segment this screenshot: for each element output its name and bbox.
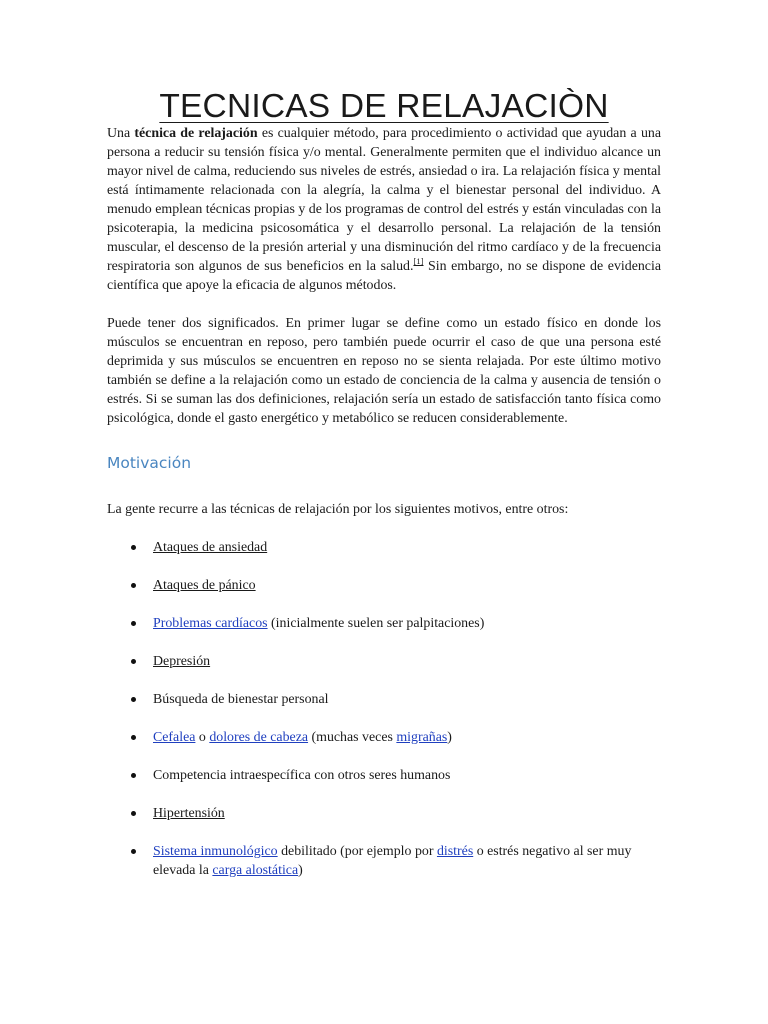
paragraph-intro [107,124,661,295]
bullet-icon [131,583,136,588]
link-distres[interactable]: distrés [436,844,474,859]
paragraph-definitions: Puede tener dos significados. En primer lugar se define como un estado físico en donde los músculos se encuentran en reposo, pero también puede ocurrir el caso de que una persona esté deprimida y sus músculos se encuentren en reposo no se sienta relajada. Por este último motivo también se define a la relajación como un estado de conciencia de la calma y ausencia de tensión o estrés. Si se suman las dos definiciones, relajación sería un estado de satisfacción tanto física como psicológica, donde el gasto energético y metabólico se reducen considerablemente. [107,316,661,426]
bullet-icon [131,697,136,702]
text: es cualquier método, para procedimiento o actividad que ayudan a una persona a reducir su tensión física y/o mental. Generalmente permiten que el individuo alcance un mayor nivel de calma, reduciendo sus niveles de estrés, ansiedad o ira. La relajación física y mental está íntimamente relacionada con la alegría, la calma y el bienestar personal del individuo. A menudo emplean técnicas propias y de los programas de control del estrés y están vinculadas con la psicoterapia, la medicina psicosomática y el desarrollo personal. La relajación de la tensión muscular, el descenso de la presión arterial y una disminución del ritmo cardíaco y de la frecuencia respiratoria son algunos de sus beneficios en la salud. [107,126,661,274]
list-item [107,538,661,557]
page-title: TECNICAS DE RELAJACIÒN [159,88,609,125]
link-migranas[interactable]: migrañas [396,730,448,745]
text: Sin embargo, no se dispone de evidencia científica que apoye la eficacia de algunos métodos. [107,259,661,293]
list-item [107,690,661,709]
list-item-text[interactable]: Ataques de pánico [153,578,256,593]
bullet-icon [131,735,136,740]
list-item [107,804,661,823]
text: o estrés negativo al ser muy elevada la [153,844,632,878]
reference-link[interactable]: [1] [413,256,424,266]
list-item [107,652,661,671]
bold-term: técnica de relajación [134,126,258,141]
list-item-text: (inicialmente suelen ser palpitaciones) [267,616,485,631]
list-item-text[interactable]: Hipertensión [153,806,225,821]
link-problemas-cardiacos[interactable]: Problemas cardíacos [153,616,268,631]
text: (muchas veces [308,730,397,745]
link-cefalea[interactable]: Cefalea [153,730,196,745]
list-item-text[interactable]: Ataques de ansiedad [153,540,268,555]
list-item-text: Competencia intraespecífica con otros seres humanos [153,768,451,783]
link-sistema-inmunologico[interactable]: Sistema inmunológico [153,844,278,859]
bullet-icon [131,659,136,664]
bullet-icon [131,773,136,778]
text: o [195,730,210,745]
bullet-icon [131,545,136,550]
text: ) [447,730,452,745]
list-item [107,766,661,785]
motives-list [107,538,661,880]
list-item-text[interactable]: Depresión [153,654,211,669]
list-item [107,576,661,595]
list-item [107,614,661,633]
bullet-icon [131,849,136,854]
bullet-icon [131,811,136,816]
section-intro: La gente recurre a las técnicas de relajación por los siguientes motivos, entre otros: [107,502,569,517]
text: Una [107,126,135,141]
text: ) [298,863,303,878]
section-heading: Motivación [107,454,192,472]
document-page [107,88,661,899]
link-dolores-de-cabeza[interactable]: dolores de cabeza [209,730,309,745]
list-item [107,728,661,747]
list-item [107,842,661,880]
text: debilitado (por ejemplo por [277,844,437,859]
list-item-text: Búsqueda de bienestar personal [153,692,329,707]
link-carga-alostatica[interactable]: carga alostática [212,863,299,878]
bullet-icon [131,621,136,626]
